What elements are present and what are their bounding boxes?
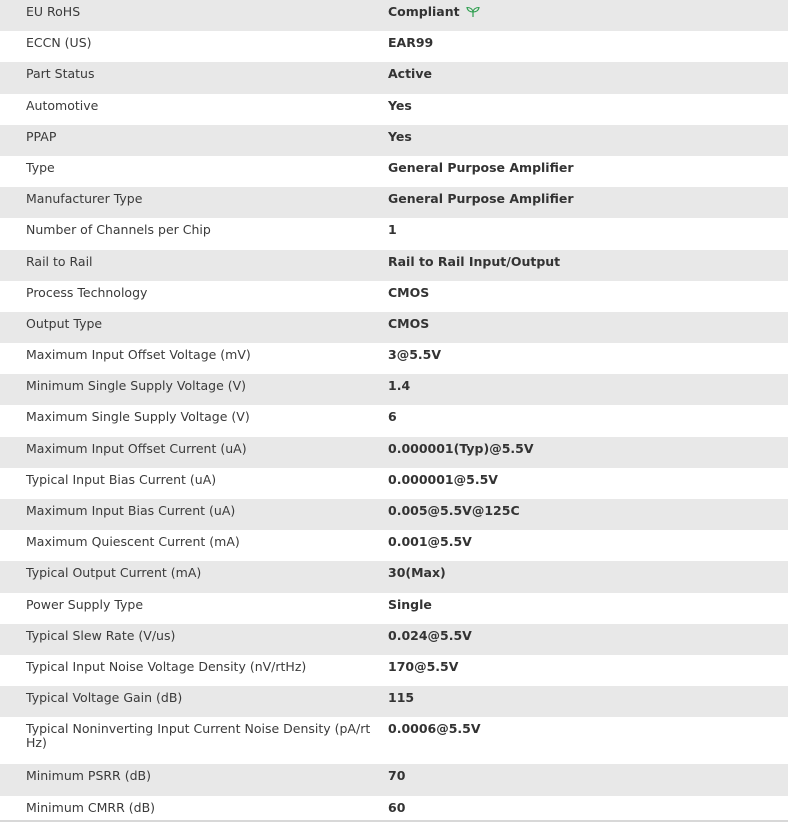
spec-label: Typical Input Noise Voltage Density (nV/rtHz) [0, 655, 388, 686]
spec-value: CMOS [388, 312, 788, 343]
spec-label: Automotive [0, 94, 388, 125]
spec-value: 0.024@5.5V [388, 624, 788, 655]
spec-value: 0.001@5.5V [388, 530, 788, 561]
spec-label: Minimum PSRR (dB) [0, 764, 388, 795]
spec-label: Maximum Input Offset Voltage (mV) [0, 343, 388, 374]
spec-value: 3@5.5V [388, 343, 788, 374]
spec-value: Rail to Rail Input/Output [388, 250, 788, 281]
spec-label: Output Type [0, 312, 388, 343]
spec-value: General Purpose Amplifier [388, 187, 788, 218]
spec-label: Typical Slew Rate (V/us) [0, 624, 388, 655]
spec-value: 1 [388, 218, 788, 249]
table-row [0, 437, 788, 468]
table-row [0, 468, 788, 499]
spec-value: 0.000001@5.5V [388, 468, 788, 499]
table-row [0, 561, 788, 592]
spec-value: 170@5.5V [388, 655, 788, 686]
spec-label: Process Technology [0, 281, 388, 312]
spec-label: Maximum Quiescent Current (mA) [0, 530, 388, 561]
table-row [0, 281, 788, 312]
spec-label: Typical Output Current (mA) [0, 561, 388, 592]
spec-label: Type [0, 156, 388, 187]
table-row [0, 218, 788, 249]
spec-value: 0.005@5.5V@125C [388, 499, 788, 530]
spec-label: Minimum Single Supply Voltage (V) [0, 374, 388, 405]
table-row [0, 125, 788, 156]
table-row [0, 31, 788, 62]
spec-label: Rail to Rail [0, 250, 388, 281]
spec-value: Yes [388, 125, 788, 156]
spec-value-cell [388, 0, 788, 31]
table-row [0, 62, 788, 93]
spec-label: Typical Voltage Gain (dB) [0, 686, 388, 717]
table-row [0, 156, 788, 187]
spec-label: Minimum CMRR (dB) [0, 796, 388, 823]
table-row [0, 686, 788, 717]
spec-label: Typical Input Bias Current (uA) [0, 468, 388, 499]
spec-value: EAR99 [388, 31, 788, 62]
table-row [0, 655, 788, 686]
spec-value: 6 [388, 405, 788, 436]
table-row [0, 187, 788, 218]
spec-label: Power Supply Type [0, 593, 388, 624]
spec-value: Active [388, 62, 788, 93]
table-row [0, 530, 788, 561]
table-row [0, 499, 788, 530]
table-row [0, 405, 788, 436]
spec-value: 0.0006@5.5V [388, 717, 788, 764]
spec-value: 0.000001(Typ)@5.5V [388, 437, 788, 468]
spec-label: Maximum Single Supply Voltage (V) [0, 405, 388, 436]
spec-label: Number of Channels per Chip [0, 218, 388, 249]
spec-label: Typical Noninverting Input Current Noise Density (pA/rt Hz) [0, 717, 388, 764]
spec-label: Part Status [0, 62, 388, 93]
table-row [0, 374, 788, 405]
table-row [0, 343, 788, 374]
spec-value: 60 [388, 796, 788, 823]
leaf-icon [466, 6, 480, 18]
spec-label: Manufacturer Type [0, 187, 388, 218]
spec-value: 70 [388, 764, 788, 795]
table-row [0, 717, 788, 764]
spec-value: Yes [388, 94, 788, 125]
table-row [0, 593, 788, 624]
spec-value: 115 [388, 686, 788, 717]
spec-label: ECCN (US) [0, 31, 388, 62]
table-row [0, 94, 788, 125]
spec-value: Single [388, 593, 788, 624]
spec-value: 30(Max) [388, 561, 788, 592]
spec-value: 1.4 [388, 374, 788, 405]
table-row [0, 250, 788, 281]
spec-label: EU RoHS [0, 0, 388, 31]
table-row [0, 764, 788, 795]
spec-value: Compliant [388, 4, 460, 19]
spec-label: PPAP [0, 125, 388, 156]
spec-value: CMOS [388, 281, 788, 312]
table-row [0, 0, 788, 31]
table-row [0, 312, 788, 343]
table-row [0, 624, 788, 655]
spec-label: Maximum Input Offset Current (uA) [0, 437, 388, 468]
spec-label: Maximum Input Bias Current (uA) [0, 499, 388, 530]
table-row [0, 796, 788, 823]
spec-value: General Purpose Amplifier [388, 156, 788, 187]
